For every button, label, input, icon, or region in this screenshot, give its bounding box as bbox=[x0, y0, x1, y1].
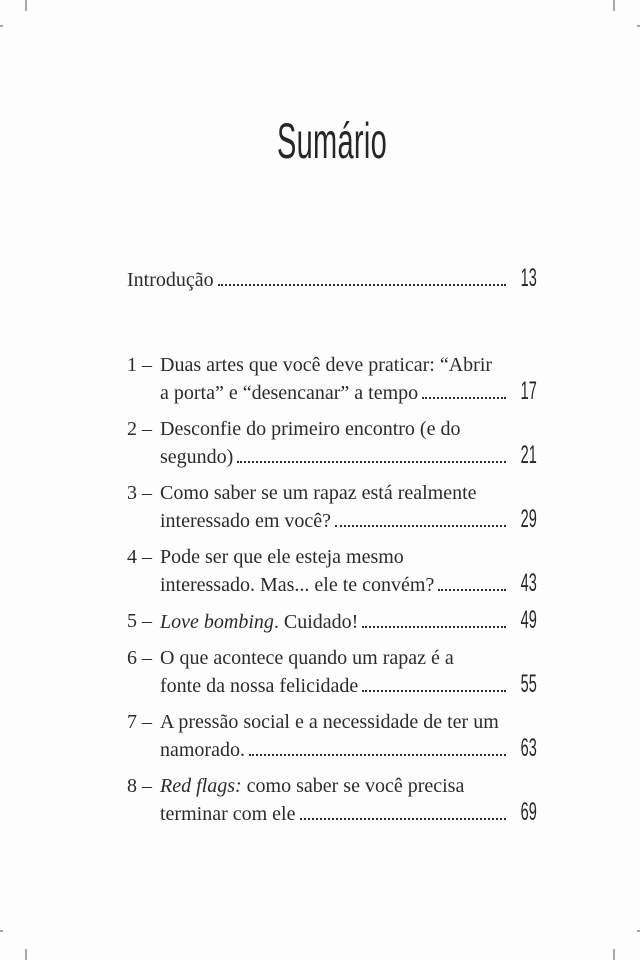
crop-mark bbox=[0, 25, 3, 27]
crop-mark bbox=[0, 930, 3, 932]
page-number: 63 bbox=[520, 734, 537, 762]
chapter-number: 5 – bbox=[127, 610, 152, 632]
dotted-leader bbox=[335, 525, 506, 527]
toc-entry-text bbox=[160, 418, 460, 440]
dotted-leader bbox=[249, 754, 506, 756]
toc-entry-line bbox=[160, 544, 537, 571]
page-number: 69 bbox=[520, 798, 537, 826]
toc-entry-text-italic: Red flags: bbox=[160, 775, 242, 797]
dotted-leader bbox=[362, 626, 506, 628]
toc-entry-line bbox=[160, 645, 537, 672]
page-number: 29 bbox=[520, 505, 537, 533]
toc-entry-text-segment: Duas artes que você deve praticar: “Abrir bbox=[160, 354, 493, 376]
page-number: 49 bbox=[520, 606, 537, 634]
dotted-leader bbox=[237, 461, 506, 463]
dotted-leader bbox=[362, 690, 506, 692]
chapter-number: 4 – bbox=[127, 546, 152, 568]
toc-entry-line bbox=[160, 571, 537, 599]
toc-entry-line bbox=[160, 507, 537, 535]
toc-entry-text bbox=[160, 482, 477, 504]
dotted-leader bbox=[438, 589, 506, 591]
toc-entry[interactable] bbox=[127, 352, 537, 407]
chapter-number: 1 – bbox=[127, 354, 152, 376]
toc-entry-text bbox=[160, 444, 233, 471]
toc-entry-text bbox=[160, 737, 245, 764]
toc-entry-text bbox=[160, 647, 454, 669]
chapter-number: 3 – bbox=[127, 482, 152, 504]
toc-entry-list bbox=[127, 352, 537, 828]
toc-entry-text-segment: Como saber se um rapaz está realmente bbox=[160, 482, 477, 504]
toc-entry-text bbox=[160, 711, 499, 733]
page-number: 21 bbox=[520, 441, 537, 469]
toc-entry[interactable] bbox=[127, 773, 537, 828]
toc-entry[interactable] bbox=[127, 645, 537, 700]
crop-mark bbox=[613, 949, 615, 960]
page-number: 17 bbox=[520, 377, 537, 405]
toc-entry[interactable] bbox=[127, 480, 537, 535]
toc-entry-text-segment: segundo) bbox=[160, 446, 234, 468]
toc-entry[interactable] bbox=[127, 544, 537, 599]
toc-entry-text-segment: fonte da nossa felicidade bbox=[160, 675, 359, 697]
toc-intro-row[interactable] bbox=[127, 266, 537, 294]
crop-mark bbox=[25, 949, 27, 960]
toc-entry-text-segment: terminar com ele bbox=[160, 803, 296, 825]
chapter-number: 7 – bbox=[127, 711, 152, 733]
toc-entry-line bbox=[160, 379, 537, 407]
toc-entry-line bbox=[160, 736, 537, 764]
toc-entry[interactable] bbox=[127, 608, 537, 636]
toc-entry-text-segment: a porta” e “desencanar” a tempo bbox=[160, 382, 419, 404]
toc-intro-label: Introdução bbox=[127, 269, 214, 291]
toc-entry-text bbox=[160, 546, 404, 568]
toc-entry-line bbox=[160, 480, 537, 507]
page-title: Sumário bbox=[276, 113, 388, 169]
chapter-number: 8 – bbox=[127, 775, 152, 797]
toc-entry-text-segment: como saber se você precisa bbox=[241, 775, 465, 797]
toc-entry-line bbox=[160, 416, 537, 443]
toc bbox=[127, 113, 537, 828]
toc-entry-text bbox=[160, 354, 492, 376]
toc-entry-line bbox=[160, 800, 537, 828]
toc-entry-text bbox=[160, 380, 418, 407]
toc-entry[interactable] bbox=[127, 416, 537, 471]
page-number: 55 bbox=[520, 670, 537, 698]
toc-entry-text-segment: A pressão social e a necessidade de ter um bbox=[160, 711, 499, 733]
page-number: 13 bbox=[520, 264, 537, 292]
toc-entry-text-segment: O que acontece quando um rapaz é a bbox=[160, 647, 454, 669]
toc-entry-text-segment: Pode ser que ele esteja mesmo bbox=[160, 546, 404, 568]
toc-entry-text-segment: interessado. Mas... ele te convém? bbox=[160, 574, 435, 596]
toc-entry-line bbox=[160, 443, 537, 471]
toc-entry-text bbox=[160, 775, 464, 797]
toc-entry-line bbox=[160, 672, 537, 700]
dotted-leader bbox=[422, 397, 506, 399]
crop-mark bbox=[613, 0, 615, 11]
chapter-number: 2 – bbox=[127, 418, 152, 440]
dotted-leader bbox=[300, 818, 507, 820]
toc-entry-line bbox=[160, 709, 537, 736]
toc-entry-text bbox=[160, 673, 358, 700]
toc-entry-text-segment: namorado. bbox=[160, 739, 245, 761]
toc-entry-text-segment: interessado em você? bbox=[160, 510, 332, 532]
toc-entry-text bbox=[160, 609, 358, 636]
toc-entry-text bbox=[160, 572, 434, 599]
toc-entry-text-segment: . Cuidado! bbox=[273, 611, 359, 633]
toc-entry-text bbox=[160, 801, 296, 828]
toc-entry[interactable] bbox=[127, 709, 537, 764]
page-number: 43 bbox=[520, 569, 537, 597]
toc-entry-line bbox=[160, 773, 537, 800]
crop-mark bbox=[25, 0, 27, 11]
toc-entry-text bbox=[160, 508, 331, 535]
toc-entry-text-italic: Love bombing bbox=[160, 611, 274, 633]
dotted-leader bbox=[218, 284, 507, 286]
toc-entry-line bbox=[160, 352, 537, 379]
toc-entry-text-segment: Desconfie do primeiro encontro (e do bbox=[160, 418, 461, 440]
chapter-number: 6 – bbox=[127, 647, 152, 669]
toc-entry-line bbox=[160, 608, 537, 636]
